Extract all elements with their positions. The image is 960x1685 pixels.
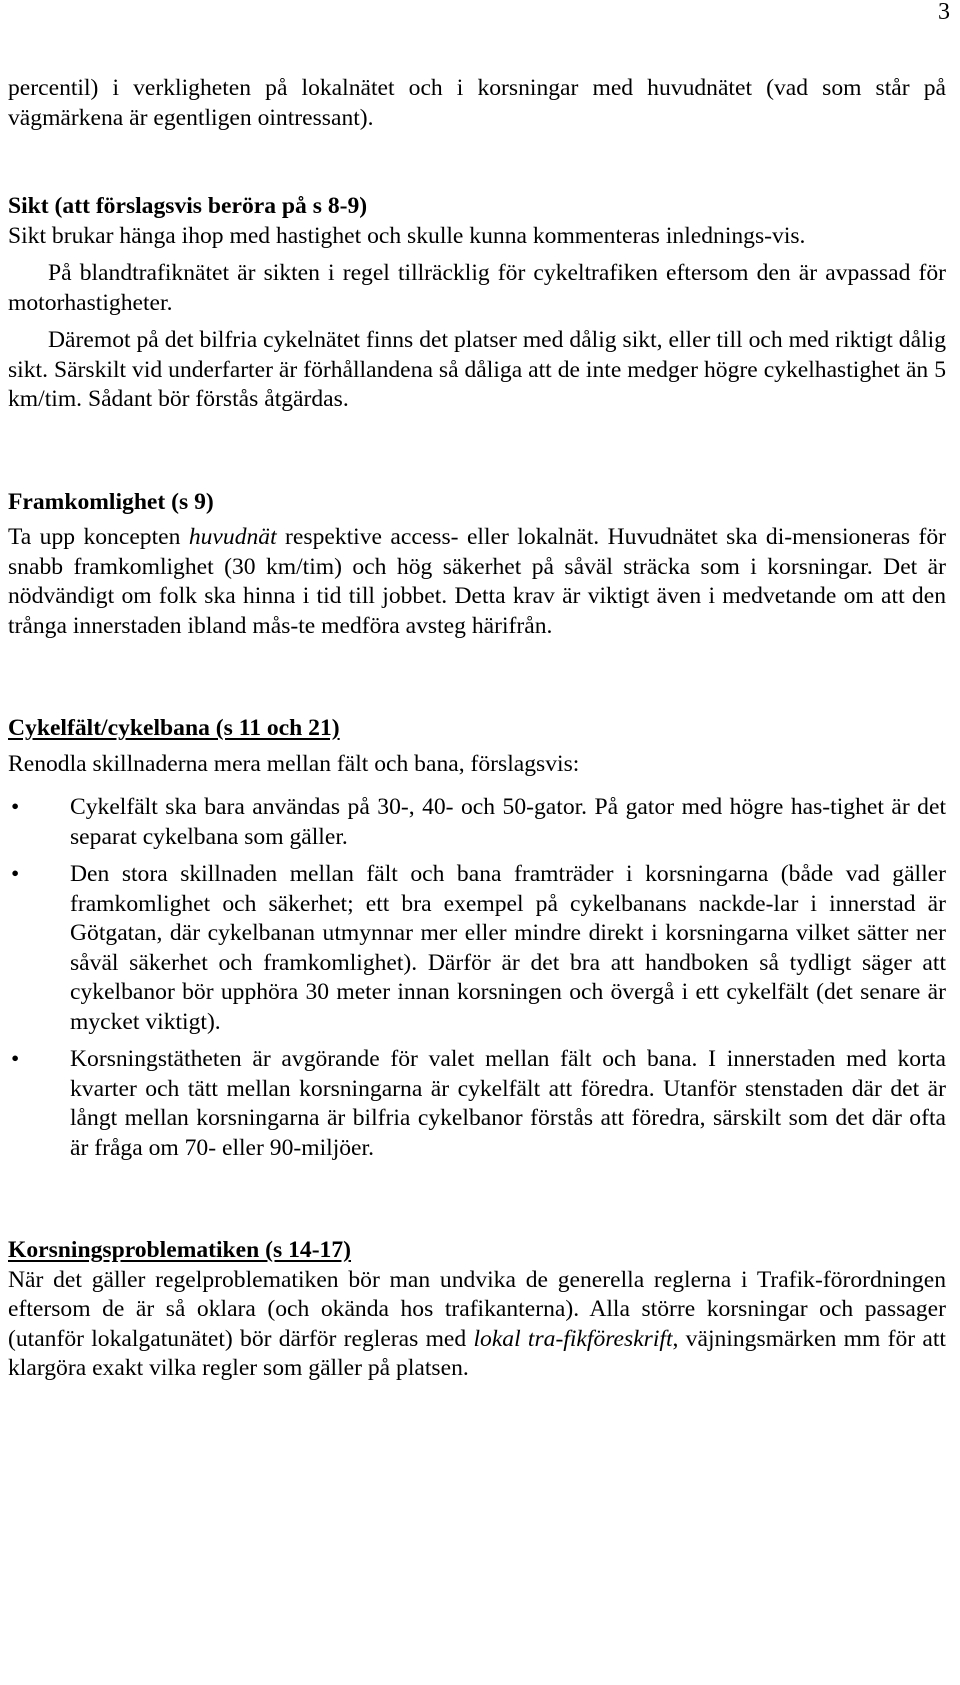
cykelfalt-intro: Renodla skillnaderna mera mellan fält och bana, förslagsvis:: [8, 750, 580, 777]
list-item-text: Korsningstätheten är avgörande för valet mellan fält och bana. I innerstaden med korta kvarter och tätt mellan korsningarna är cykelfält att föredra. Utanför stenstaden där det är långt mellan korsningarna är bilfria cykelbanor förstås att föredra, särskilt som det där ofta är fråga om 70- eller 90-miljöer.: [70, 1046, 946, 1161]
bullet-icon: •: [11, 1046, 20, 1072]
document-body: [8, 74, 946, 1384]
korsning-text-rest: , väjningsmärken mm för att klargöra exakt vilka regler som gäller på platsen.: [8, 1325, 946, 1381]
korsning-term-lokal-trafikforeskrift: lokal tra-fikföreskrift: [473, 1325, 673, 1352]
korsning-text-start: När det gäller regelproblematiken bör man undvika de generella reglerna i Trafik-förordningen eftersom de är så oklara (och okända hos trafikanterna). Alla större korsningar och passager (utanför lokalgatunätet) bör därför regleras med: [8, 1266, 946, 1352]
framkomlighet-text-start: Ta upp koncepten: [8, 524, 189, 550]
section-heading-korsning: Korsningsproblematiken (s 14-17): [8, 1237, 352, 1263]
bullet-icon: •: [11, 794, 20, 820]
section-heading-cykelfalt: Cykelfält/cykelbana (s 11 och 21): [8, 715, 340, 741]
sikt-paragraph-3: Däremot på det bilfria cykelnätet finns det platser med dålig sikt, eller till och med riktigt dålig sikt. Särskilt vid underfarter är förhållandena så dåliga att de inte medger högre cykelhastighet än 5 km/tim. Sådant bör förstås åtgärdas.: [8, 327, 946, 412]
framkomlighet-paragraph: [8, 523, 946, 641]
sikt-paragraph-2: På blandtrafiknätet är sikten i regel tillräcklig för cykeltrafiken eftersom den är avpassad för motorhastigheter.: [8, 260, 946, 316]
framkomlighet-text-rest: respektive access- eller lokalnät. Huvudnätet ska di-mensioneras för snabb framkomlighet (30 km/tim) och hög säkerhet på såväl sträcka som i korsningar. Det är nödvändigt om folk ska hinna i tid till jobbet. Detta krav är viktigt även i medvetande om att den trånga innerstaden ibland mås-te medföra avsteg härifrån.: [8, 524, 946, 639]
list-item: [8, 793, 946, 852]
list-item-text: Den stora skillnaden mellan fält och bana framträder i korsningarna (både vad gäller framkomlighet och säkerhet; ett bra exempel på cykelbanans nackde-lar i innerstad är Götgatan, där cykelbanan utmynnar mer eller mindre direkt i korsningarna vilket sätter ner såväl säkerhet och framkomlighet). Därför är det bra att handboken så tydligt säger att cykelbanor bör upphöra 30 meter innan korsningen och övergå i ett cykelfält (det senare är mycket viktigt).: [70, 861, 946, 1035]
korsning-paragraph: [8, 1266, 946, 1384]
section-heading-sikt: Sikt (att förslagsvis beröra på s 8-9): [8, 193, 368, 219]
sikt-paragraph-1: Sikt brukar hänga ihop med hastighet och skulle kunna kommenteras inlednings-vis.: [8, 222, 806, 249]
list-item-text: Cykelfält ska bara användas på 30-, 40- och 50-gator. På gator med högre has-tighet är det separat cykelbana som gäller.: [70, 794, 946, 850]
section-heading-framkomlighet: Framkomlighet (s 9): [8, 488, 214, 515]
list-item: [8, 860, 946, 1037]
bullet-icon: •: [11, 861, 20, 887]
framkomlighet-term-huvudnat: huvudnät: [188, 524, 277, 550]
intro-paragraph: percentil) i verkligheten på lokalnätet och i korsningar med huvudnätet (vad som står på vägmärkena är egentligen ointressant).: [8, 75, 946, 131]
page-number: 3: [938, 0, 950, 25]
cykelfalt-bullet-list: [8, 793, 946, 1163]
list-item: [8, 1045, 946, 1163]
